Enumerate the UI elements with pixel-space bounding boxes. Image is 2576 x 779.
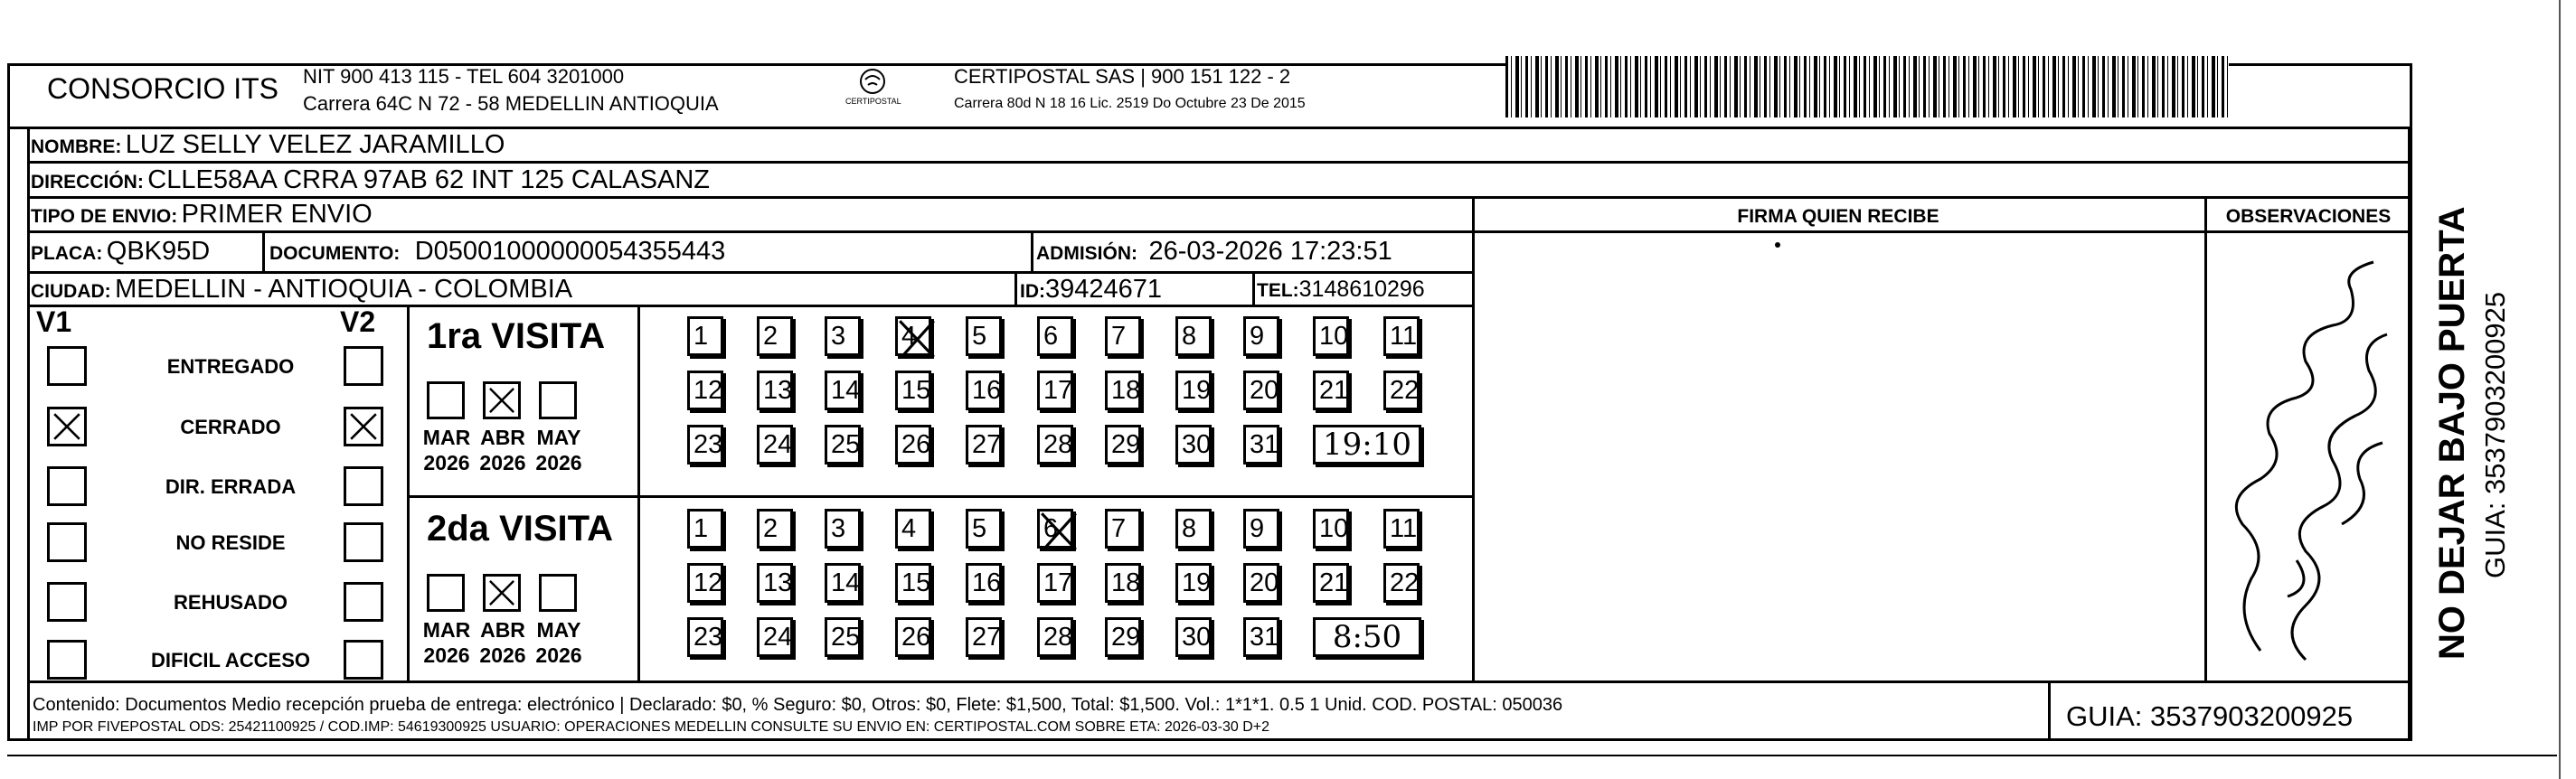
day-cell[interactable] (687, 617, 723, 657)
status-v2-checkbox[interactable] (344, 346, 383, 386)
day-number: 13 (763, 376, 793, 405)
month-label (532, 425, 586, 475)
rule (1014, 271, 1017, 305)
day-cell[interactable] (1105, 371, 1141, 410)
direccion-value: CLLE58AA CRRA 97AB 62 INT 125 CALASANZ (147, 165, 710, 194)
day-cell[interactable] (1037, 316, 1073, 356)
month-name: MAY (536, 618, 581, 642)
day-cell[interactable] (687, 509, 723, 549)
day-cell[interactable] (966, 316, 1002, 356)
day-cell[interactable] (966, 371, 1002, 410)
day-number: 13 (763, 568, 793, 597)
day-cell[interactable] (1105, 617, 1141, 657)
day-number: 27 (972, 623, 1002, 652)
day-cell[interactable] (757, 617, 793, 657)
rule (1252, 271, 1255, 305)
day-number: 6 (1043, 322, 1059, 351)
v2-header: V2 (340, 305, 376, 338)
day-number: 11 (1390, 322, 1418, 351)
day-cell[interactable] (1243, 425, 1279, 465)
day-cell[interactable] (1105, 509, 1141, 549)
day-number: 18 (1111, 568, 1141, 597)
status-label: DIR. ERRADA (165, 475, 297, 498)
status-v1-checkbox[interactable] (47, 582, 87, 622)
day-number: 19 (1182, 568, 1212, 597)
visit-time: 19:10 (1313, 425, 1421, 465)
status-v2-checkbox[interactable] (344, 582, 383, 622)
day-number: 7 (1111, 322, 1127, 351)
day-cell[interactable] (1175, 563, 1212, 603)
side-warning: NO DEJAR BAJO PUERTA (2432, 206, 2472, 660)
tipo-label: TIPO DE ENVIO: (31, 206, 178, 227)
day-number: 12 (694, 568, 723, 597)
tel-field (1257, 277, 1425, 303)
day-number: 22 (1390, 376, 1420, 405)
month-checkbox[interactable] (483, 381, 521, 419)
day-cell[interactable] (687, 425, 723, 465)
contenido-text: Contenido: Documentos Medio recepción prueba de entrega: electrónico | Declarado: $0, % Seguro: $0, Otros: $0, Flete: $1,500, Total: $1,500. Vol.: 1*1*1. 0.5 1 Unid. COD. POSTAL: 050036 (33, 695, 1563, 715)
admision-value: 26-03-2026 17:23:51 (1148, 237, 1392, 266)
company-line2: Carrera 64C N 72 - 58 MEDELLIN ANTIOQUIA (303, 92, 719, 115)
month-checkbox[interactable] (427, 574, 465, 612)
day-number: 28 (1043, 430, 1073, 459)
documento-field (269, 237, 725, 267)
day-cell[interactable] (1383, 316, 1420, 356)
day-number: 28 (1043, 623, 1073, 652)
month-name: MAR (422, 618, 471, 642)
day-number: 30 (1182, 623, 1212, 652)
day-number: 9 (1250, 514, 1265, 543)
rule (2048, 680, 2051, 741)
imp-text: IMP POR FIVEPOSTAL ODS: 25421100925 / COD.IMP: 54619300925 USUARIO: OPERACIONES MEDELLIN CONSULTE SU ENVIO EN: CERTIPOSTAL.COM SOBRE ETA: 2026-03-30 D+2 (33, 719, 1270, 735)
day-cell[interactable] (1243, 563, 1279, 603)
day-cell[interactable] (687, 563, 723, 603)
visit-title: 2da VISITA (427, 509, 613, 549)
month-label (420, 617, 474, 668)
day-cell[interactable] (1175, 509, 1212, 549)
documento-label: DOCUMENTO: (269, 243, 401, 264)
v1-header: V1 (36, 305, 72, 338)
day-number: 16 (972, 376, 1002, 405)
id-label: ID: (1020, 281, 1045, 302)
month-checkbox[interactable] (539, 574, 577, 612)
day-number: 31 (1250, 623, 1279, 652)
rule (637, 305, 640, 680)
day-cell[interactable] (966, 425, 1002, 465)
day-cell[interactable] (1105, 563, 1141, 603)
courier-line1: CERTIPOSTAL SAS | 900 151 122 - 2 (954, 65, 1291, 88)
day-number: 24 (763, 430, 793, 459)
day-cell[interactable] (1243, 509, 1279, 549)
ciudad-value: MEDELLIN - ANTIOQUIA - COLOMBIA (115, 275, 573, 304)
day-number: 2 (763, 514, 778, 543)
status-v2-checkbox[interactable] (344, 466, 383, 506)
day-cell[interactable] (1037, 371, 1073, 410)
company-name: CONSORCIO ITS (47, 72, 279, 105)
day-cell[interactable] (1175, 617, 1212, 657)
day-number: 11 (1390, 514, 1418, 543)
day-cell[interactable] (966, 509, 1002, 549)
day-cell[interactable] (1313, 509, 1349, 549)
tipo-row (31, 200, 373, 230)
admision-field (1036, 237, 1392, 267)
signature-mark (1775, 242, 1780, 248)
day-number: 26 (901, 430, 931, 459)
day-number: 29 (1111, 430, 1141, 459)
day-number: 5 (972, 322, 987, 351)
day-cell[interactable] (1105, 425, 1141, 465)
day-number: 8 (1182, 322, 1197, 351)
day-cell[interactable] (895, 316, 931, 356)
day-number: 6 (1043, 514, 1059, 543)
month-year: 2026 (423, 643, 470, 667)
day-number: 1 (694, 322, 709, 351)
rule (407, 495, 1474, 498)
day-number: 24 (763, 623, 793, 652)
month-name: ABR (480, 426, 525, 449)
day-cell[interactable] (966, 617, 1002, 657)
status-v1-checkbox[interactable] (47, 407, 87, 446)
rule (27, 680, 2409, 683)
tel-value: 3148610296 (1298, 277, 1425, 302)
documento-value: D05001000000054355443 (414, 237, 726, 266)
day-cell[interactable] (757, 316, 793, 356)
day-cell[interactable] (1383, 563, 1420, 603)
day-number: 17 (1043, 376, 1073, 405)
day-number: 3 (831, 514, 846, 543)
day-number: 10 (1319, 514, 1349, 543)
month-checkbox[interactable] (539, 381, 577, 419)
month-label (476, 425, 530, 475)
rule (27, 271, 1474, 274)
month-year: 2026 (535, 643, 582, 667)
status-label: DIFICIL ACCESO (150, 649, 310, 671)
visit-title: 1ra VISITA (427, 316, 606, 356)
rule (1031, 230, 1033, 271)
day-number: 23 (694, 623, 723, 652)
day-cell[interactable] (895, 371, 931, 410)
status-label: NO RESIDE (175, 531, 286, 554)
rule (27, 161, 2409, 164)
day-cell[interactable] (1175, 425, 1212, 465)
visit-time: 8:50 (1313, 617, 1421, 657)
day-cell[interactable] (1243, 617, 1279, 657)
rule (27, 196, 2409, 199)
day-cell[interactable] (1037, 425, 1073, 465)
status-v1-checkbox[interactable] (47, 640, 87, 680)
day-cell[interactable] (825, 371, 861, 410)
month-checkbox[interactable] (483, 574, 521, 612)
day-number: 26 (901, 623, 931, 652)
day-cell[interactable] (1037, 617, 1073, 657)
nombre-value: LUZ SELLY VELEZ JARAMILLO (125, 130, 505, 159)
day-cell[interactable] (825, 509, 861, 549)
day-cell[interactable] (966, 563, 1002, 603)
tel-label: TEL: (1257, 280, 1299, 301)
day-number: 12 (694, 376, 723, 405)
day-number: 3 (831, 322, 846, 351)
rule (1472, 230, 2409, 232)
day-cell[interactable] (895, 563, 931, 603)
placa-value: QBK95D (106, 237, 211, 266)
logo-text: CERTIPOSTAL (845, 97, 901, 106)
day-cell[interactable] (1037, 563, 1073, 603)
day-number: 20 (1250, 568, 1279, 597)
placa-field (31, 237, 210, 267)
status-label: CERRADO (180, 416, 281, 438)
month-name: ABR (480, 618, 525, 642)
status-v2-checkbox[interactable] (344, 522, 383, 562)
day-cell[interactable] (1383, 371, 1420, 410)
day-number: 29 (1111, 623, 1141, 652)
signature (2206, 235, 2411, 678)
status-v2-checkbox[interactable] (344, 407, 383, 446)
day-number: 19 (1182, 376, 1212, 405)
day-cell[interactable] (757, 425, 793, 465)
day-number: 21 (1319, 568, 1349, 597)
month-year: 2026 (479, 643, 526, 667)
rule (27, 305, 1474, 307)
month-label (476, 617, 530, 668)
status-label: ENTREGADO (166, 355, 295, 378)
day-number: 4 (901, 514, 917, 543)
day-cell[interactable] (757, 509, 793, 549)
barcode (1505, 56, 2229, 117)
rule (1472, 196, 1475, 682)
day-number: 27 (972, 430, 1002, 459)
day-number: 14 (831, 568, 861, 597)
day-number: 18 (1111, 376, 1141, 405)
direccion-label: DIRECCIÓN: (31, 172, 144, 192)
day-cell[interactable] (1175, 371, 1212, 410)
month-year: 2026 (423, 451, 470, 474)
day-number: 30 (1182, 430, 1212, 459)
company-line1: NIT 900 413 115 - TEL 604 3201000 (303, 65, 625, 88)
day-number: 16 (972, 568, 1002, 597)
day-cell[interactable] (825, 563, 861, 603)
side-guia: GUIA: 3537903200925 (2479, 291, 2511, 578)
day-cell[interactable] (825, 617, 861, 657)
month-label (532, 617, 586, 668)
day-number: 9 (1250, 322, 1265, 351)
observaciones-header: OBSERVACIONES (2225, 206, 2392, 227)
day-cell[interactable] (895, 617, 931, 657)
status-v1-checkbox[interactable] (47, 522, 87, 562)
status-v2-checkbox[interactable] (344, 640, 383, 680)
day-number: 5 (972, 514, 987, 543)
day-number: 21 (1319, 376, 1349, 405)
status-v1-checkbox[interactable] (47, 346, 87, 386)
month-name: MAR (422, 426, 471, 449)
day-cell[interactable] (1313, 563, 1349, 603)
rule (407, 305, 410, 680)
day-number: 31 (1250, 430, 1279, 459)
day-cell[interactable] (1313, 371, 1349, 410)
firma-header: FIRMA QUIEN RECIBE (1737, 206, 1939, 227)
day-number: 15 (901, 376, 931, 405)
day-cell[interactable] (1313, 316, 1349, 356)
ciudad-label: CIUDAD: (31, 281, 111, 302)
day-number: 17 (1043, 568, 1073, 597)
day-number: 7 (1111, 514, 1127, 543)
admision-label: ADMISIÓN: (1036, 243, 1137, 264)
day-number: 15 (901, 568, 931, 597)
day-cell[interactable] (1037, 509, 1073, 549)
right-border (2559, 0, 2561, 779)
direccion-row (31, 165, 710, 195)
rule (262, 230, 265, 271)
month-year: 2026 (535, 451, 582, 474)
footer-guia: GUIA: 3537903200925 (2066, 700, 2354, 732)
status-v1-checkbox[interactable] (47, 466, 87, 506)
placa-label: PLACA: (31, 243, 103, 264)
nombre-label: NOMBRE: (31, 136, 122, 157)
day-cell[interactable] (1175, 316, 1212, 356)
day-cell[interactable] (757, 563, 793, 603)
id-value: 39424671 (1045, 275, 1163, 304)
ciudad-field (31, 275, 572, 305)
day-cell[interactable] (687, 371, 723, 410)
day-cell[interactable] (825, 425, 861, 465)
day-cell[interactable] (757, 371, 793, 410)
month-checkbox[interactable] (427, 381, 465, 419)
day-cell[interactable] (1243, 371, 1279, 410)
day-number: 23 (694, 430, 723, 459)
month-label (420, 425, 474, 475)
day-cell[interactable] (825, 316, 861, 356)
month-year: 2026 (479, 451, 526, 474)
status-label: REHUSADO (174, 591, 288, 614)
day-number: 1 (694, 514, 709, 543)
courier-line2: Carrera 80d N 18 16 Lic. 2519 Do Octubre 23 De 2015 (954, 96, 1306, 111)
day-number: 22 (1390, 568, 1420, 597)
day-cell[interactable] (1105, 316, 1141, 356)
day-cell[interactable] (895, 509, 931, 549)
bottom-border (7, 755, 2557, 756)
id-field (1020, 275, 1162, 305)
day-number: 25 (831, 623, 861, 652)
day-number: 4 (901, 322, 917, 351)
day-number: 2 (763, 322, 778, 351)
tipo-value: PRIMER ENVIO (181, 200, 373, 229)
month-name: MAY (536, 426, 581, 449)
nombre-row (31, 130, 505, 160)
day-number: 10 (1319, 322, 1349, 351)
day-cell[interactable] (1383, 509, 1420, 549)
day-number: 25 (831, 430, 861, 459)
day-cell[interactable] (1243, 316, 1279, 356)
day-number: 20 (1250, 376, 1279, 405)
day-number: 14 (831, 376, 861, 405)
day-cell[interactable] (895, 425, 931, 465)
day-cell[interactable] (687, 316, 723, 356)
day-number: 8 (1182, 514, 1197, 543)
